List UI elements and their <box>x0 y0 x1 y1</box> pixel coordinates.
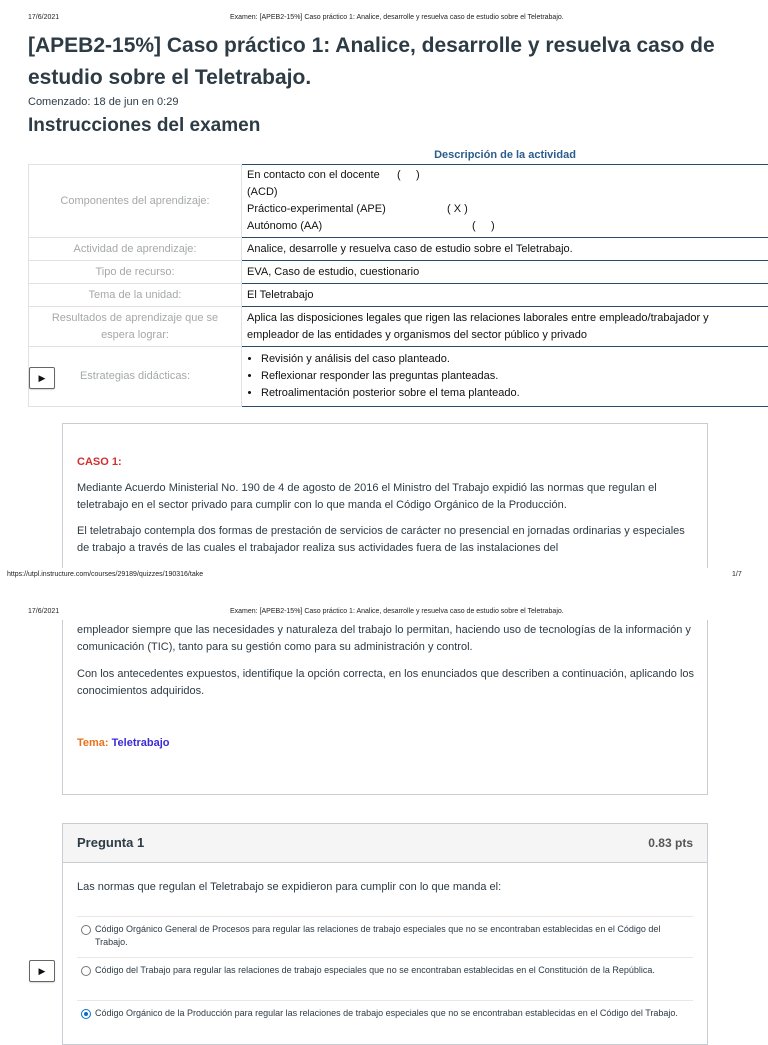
print-title: Examen: [APEB2-15%] Caso práctico 1: Analice, desarrolle y resuelva caso de estudio sobre el Teletrabajo. <box>230 14 564 21</box>
case-topic <box>77 737 170 749</box>
play-button[interactable] <box>29 367 55 389</box>
case-panel <box>62 423 708 568</box>
component-name: Práctico-experimental (APE) <box>247 201 447 218</box>
play-button[interactable] <box>29 960 55 982</box>
answer-text: Código Orgánico de la Producción para regular las relaciones de trabajo especiales que no se encontraban establecidas en el Código del Trabajo. <box>95 1007 693 1020</box>
row-label: Tema de la unidad: <box>29 284 242 307</box>
case-panel-continued <box>62 620 708 795</box>
row-value <box>242 347 768 407</box>
answer-text: Código Orgánico General de Procesos para regular las relaciones de trabajo especiales que no se encontraban establecidas en el Código del Trabajo. <box>95 923 693 949</box>
list-item: • Retroalimentación posterior sobre el tema planteado. <box>261 385 763 402</box>
strategy-list <box>247 351 763 402</box>
row-value: Aplica las disposiciones legales que rigen las relaciones laborales entre empleado/trabajador y empleador de las entidades y organismos del sector público y privado <box>242 307 768 347</box>
print-page: 1/7 <box>732 571 742 578</box>
question-panel <box>62 823 708 1045</box>
print-date: 17/6/2021 <box>28 14 59 21</box>
instructions-heading: Instrucciones del examen <box>28 115 260 137</box>
component-name: Autónomo (AA) <box>247 218 472 235</box>
table-row <box>29 238 768 261</box>
topic-value: Teletrabajo <box>112 737 170 749</box>
answer-option[interactable] <box>77 916 693 953</box>
answer-option-selected[interactable] <box>77 1000 693 1037</box>
row-value: El Teletrabajo <box>242 284 768 307</box>
table-row <box>29 284 768 307</box>
question-prompt: Las normas que regulan el Teletrabajo se expidieron para cumplir con lo que manda el: <box>77 881 501 893</box>
radio-button-selected[interactable] <box>81 1009 91 1019</box>
question-title: Pregunta 1 <box>77 835 144 850</box>
activity-heading: Descripción de la actividad <box>241 149 768 161</box>
case-paragraph: Con los antecedentes expuestos, identifique la opción correcta, en los enunciados que describen a continuación, aplicando los conocimientos adquiridos. <box>77 666 695 700</box>
table-row <box>29 347 768 407</box>
started-time: Comenzado: 18 de jun en 0:29 <box>28 96 178 108</box>
table-row <box>29 307 768 347</box>
component-mark: ( ) <box>397 167 420 201</box>
row-value: EVA, Caso de estudio, cuestionario <box>242 261 768 284</box>
print-date: 17/6/2021 <box>28 608 59 615</box>
component-name: En contacto con el docente (ACD) <box>247 167 397 201</box>
case-paragraph: El teletrabajo contempla dos formas de prestación de servicios de carácter no presencial en jornadas ordinarias y especiales de trabajo a través de las cuales el trabajador realiza sus actividades fuera de las instalaciones del <box>77 523 695 557</box>
question-points: 0.83 pts <box>648 836 693 850</box>
case-label: CASO 1: <box>77 456 122 468</box>
play-icon: ▶ <box>39 966 46 977</box>
row-label: Actividad de aprendizaje: <box>29 238 242 261</box>
list-item: • Reflexionar responder las preguntas planteadas. <box>261 368 763 385</box>
row-label: Estrategias didácticas: <box>29 347 242 407</box>
row-label: Componentes del aprendizaje: <box>29 165 242 238</box>
print-title: Examen: [APEB2-15%] Caso práctico 1: Analice, desarrolle y resuelva caso de estudio sobre el Teletrabajo. <box>230 608 564 615</box>
row-value: Analice, desarrolle y resuelva caso de estudio sobre el Teletrabajo. <box>242 238 768 261</box>
page-title: [APEB2-15%] Caso práctico 1: Analice, desarrolle y resuelva caso de estudio sobre el Teletrabajo. <box>28 30 748 94</box>
radio-button[interactable] <box>81 966 91 976</box>
table-row <box>29 261 768 284</box>
answer-option[interactable] <box>77 957 693 994</box>
case-paragraph: Mediante Acuerdo Ministerial No. 190 de 4 de agosto de 2016 el Ministro del Trabajo expidió las normas que regulan el teletrabajo en el sector privado para cumplir con lo que manda el Código Orgánico de la Producción. <box>77 480 695 514</box>
print-url: https://utpl.instructure.com/courses/29189/quizzes/190316/take <box>7 571 203 578</box>
radio-button[interactable] <box>81 925 91 935</box>
row-label: Resultados de aprendizaje que se espera lograr: <box>29 307 242 347</box>
table-row <box>29 165 768 238</box>
list-item: • Revisión y análisis del caso planteado. <box>261 351 763 368</box>
case-paragraph: empleador siempre que las necesidades y naturaleza del trabajo lo permitan, haciendo uso de tecnologías de la información y comunicación (TIC), tanto para su gestión como para su administración y control. <box>77 622 695 656</box>
topic-label: Tema: <box>77 737 109 749</box>
answer-text: Código del Trabajo para regular las relaciones de trabajo especiales que no se encontraban establecidas en el Constitución de la República. <box>95 964 693 977</box>
row-value <box>242 165 768 238</box>
play-icon: ▶ <box>39 373 46 384</box>
question-header <box>63 824 707 863</box>
component-mark: ( ) <box>472 218 495 235</box>
component-mark: ( X ) <box>447 201 468 218</box>
activity-table <box>28 164 768 407</box>
row-label: Tipo de recurso: <box>29 261 242 284</box>
